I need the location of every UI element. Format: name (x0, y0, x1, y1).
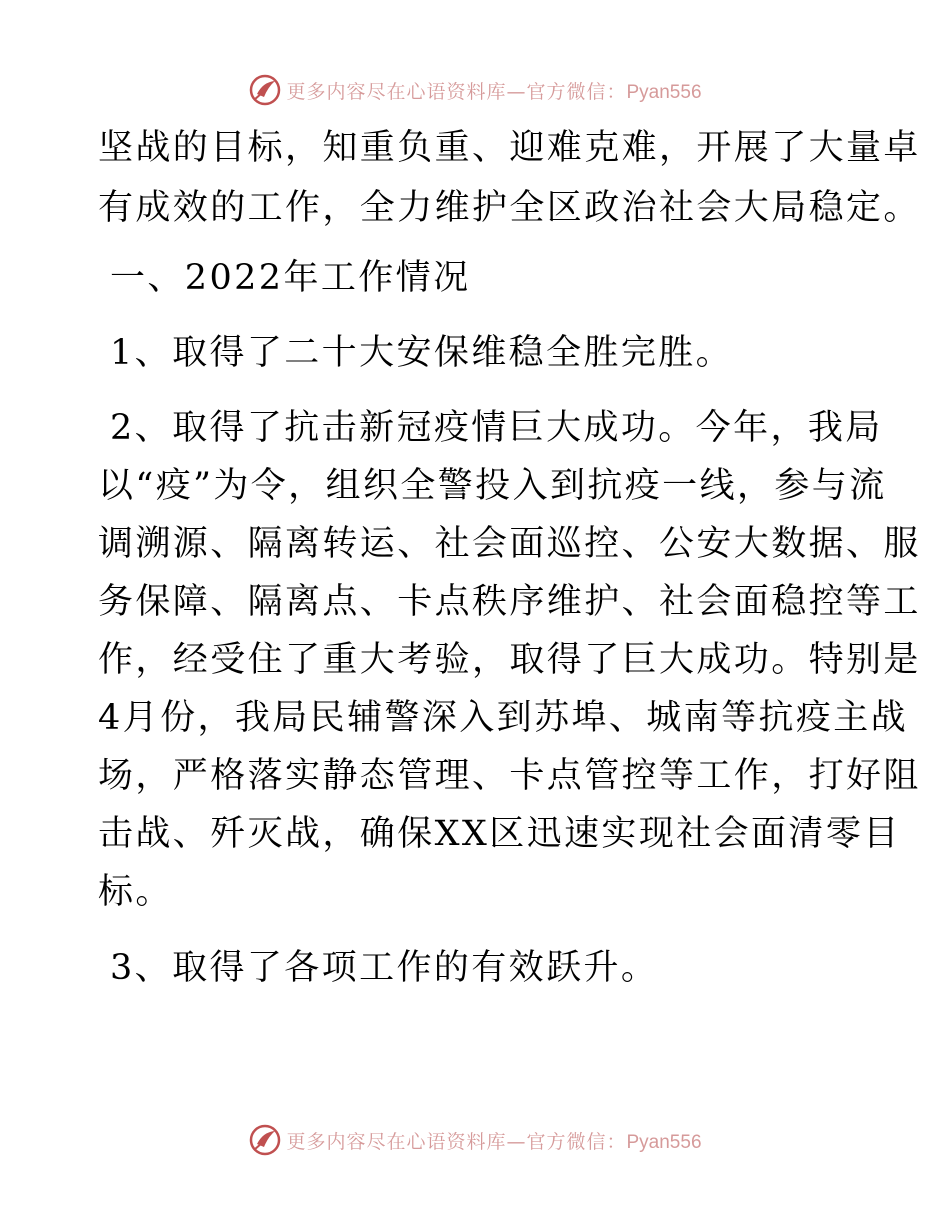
list-item: 1、取得了二十大安保维稳全胜完胜。 (110, 333, 734, 373)
list-item: 2、取得了抗击新冠疫情巨大成功。今年，我局 (110, 408, 883, 448)
text-line: 坚战的目标，知重负重、迎难克难，开展了大量卓 (98, 128, 921, 168)
watermark-header (0, 70, 950, 110)
brand-logo-icon (248, 1123, 282, 1157)
list-item: 3、取得了各项工作的有效跃升。 (110, 948, 659, 988)
text-line: 4月份，我局民辅警深入到苏埠、城南等抗疫主战 (98, 698, 909, 738)
brand-logo-icon (248, 73, 282, 107)
text-line: 有成效的工作，全力维护全区政治社会大局稳定。 (98, 188, 921, 228)
text-line: 场，严格落实静态管理、卡点管控等工作，打好阻 (98, 756, 921, 796)
watermark-footer (0, 1120, 950, 1160)
text-line: 调溯源、隔离转运、社会面巡控、公安大数据、服 (98, 524, 921, 564)
watermark-text: 更多内容尽在心语资料库—官方微信：Pyan556 (286, 80, 702, 103)
watermark-text: 更多内容尽在心语资料库—官方微信：Pyan556 (286, 1130, 702, 1153)
text-line: 标。 (98, 872, 173, 912)
text-line: 击战、歼灭战，确保XX区迅速实现社会面清零目 (98, 814, 901, 854)
text-line: 以“疫”为令，组织全警投入到抗疫一线，参与流 (98, 466, 887, 506)
text-line: 作，经受住了重大考验，取得了巨大成功。特别是 (98, 640, 921, 680)
section-heading: 一、2022年工作情况 (110, 258, 471, 298)
text-line: 务保障、隔离点、卡点秩序维护、社会面稳控等工 (98, 582, 921, 622)
